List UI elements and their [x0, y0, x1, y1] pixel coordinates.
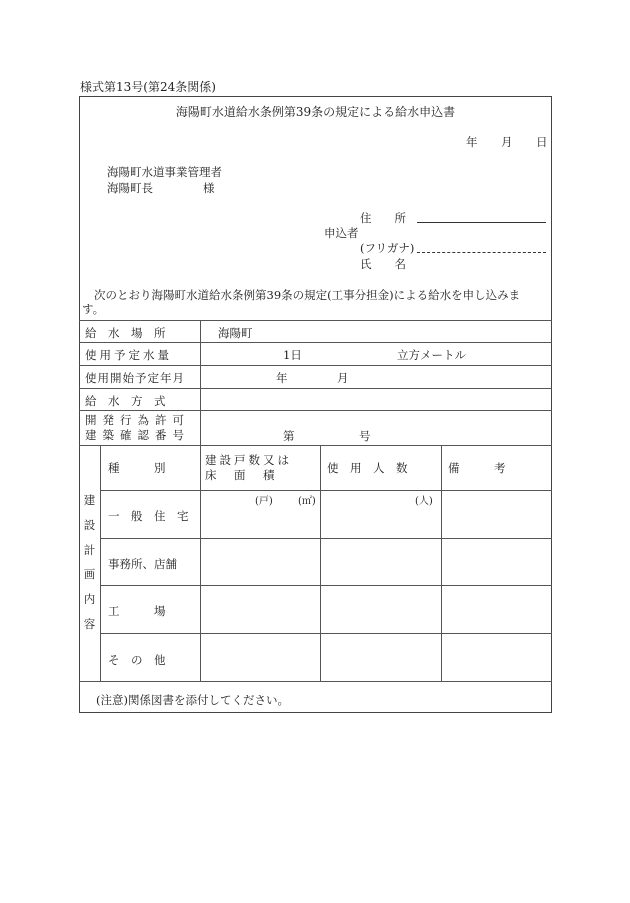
supply-place-label: 給 水 場 所: [85, 326, 166, 340]
permit-label-line1: 開発行為許可: [85, 413, 190, 427]
addressee-line1: 海陽町水道事業管理者: [107, 165, 222, 179]
date-day: 日: [536, 135, 548, 149]
side-char: 容: [83, 616, 96, 631]
start-date-year: 年: [276, 371, 288, 385]
side-column-divider: [100, 445, 101, 681]
start-date-label: 使用開始予定年月: [85, 371, 185, 385]
permit-label-line2: 建築確認番号: [85, 428, 190, 442]
applicant-label: 申込者: [324, 226, 359, 240]
address-field[interactable]: [417, 209, 546, 223]
furigana-label: (フリガナ): [360, 241, 415, 255]
header-type: 種 別: [108, 461, 166, 475]
row-divider: [79, 681, 552, 682]
header-units-line1: 建設戸数又は: [205, 453, 292, 467]
planned-usage-unit: 立方メートル: [397, 348, 466, 362]
row-divider: [79, 365, 552, 366]
column-divider: [441, 445, 442, 681]
row-divider: [79, 388, 552, 389]
form-title: 海陽町水道給水条例第39条の規定による給水申込書: [175, 105, 456, 119]
statement-line1: 次のとおり海陽町水道給水条例第39条の規定(工事分担金)による給水を申し込みま: [94, 288, 521, 302]
side-char: 計: [83, 542, 96, 557]
planned-usage-day: 1日: [283, 348, 302, 362]
row-divider: [79, 445, 552, 446]
row-divider: [79, 342, 552, 343]
category-row-label: 工 場: [108, 604, 166, 618]
name-label: 氏 名: [360, 257, 406, 271]
side-char: 内: [83, 592, 96, 607]
unit-house: (戸): [255, 496, 273, 507]
row-divider: [79, 320, 552, 321]
header-users: 使 用 人 数: [327, 461, 408, 475]
planned-usage-label: 使用予定水量: [85, 348, 172, 362]
category-row-label: 事務所、店舗: [108, 557, 177, 571]
row-divider: [100, 585, 552, 586]
date-month: 月: [501, 135, 513, 149]
date-year: 年: [466, 135, 478, 149]
header-remarks: 備 考: [448, 461, 506, 475]
statement-line2: す。: [82, 302, 105, 316]
supply-method-label: 給 水 方 式: [85, 394, 166, 408]
permit-prefix: 第: [283, 429, 295, 443]
side-char: 画: [83, 567, 96, 582]
unit-people: (人): [415, 496, 433, 507]
furigana-field[interactable]: [417, 239, 546, 253]
permit-suffix: 号: [359, 429, 371, 443]
row-divider: [100, 538, 552, 539]
column-divider: [320, 445, 321, 681]
label-column-divider: [200, 320, 201, 681]
start-date-month: 月: [337, 371, 349, 385]
side-char: 設: [83, 517, 96, 532]
row-divider: [100, 633, 552, 634]
header-units-line2: 床 面 積: [205, 468, 278, 482]
unit-area: (㎡): [298, 496, 316, 507]
plan-side-label: [79, 492, 100, 632]
addressee-honorific: 様: [203, 181, 215, 195]
side-char: 建: [83, 493, 96, 507]
category-row-label: 一 般 住 宅: [108, 509, 189, 523]
category-row-label: そ の 他: [108, 653, 166, 667]
row-divider: [79, 410, 552, 411]
address-label: 住 所: [360, 211, 406, 225]
addressee-line2: 海陽町長: [107, 181, 153, 195]
row-divider: [100, 490, 552, 491]
form-number-label: 様式第13号(第24条関係): [80, 80, 216, 94]
supply-place-value: 海陽町: [218, 326, 253, 340]
note-text: (注意)関係図書を添付してください。: [96, 693, 289, 707]
